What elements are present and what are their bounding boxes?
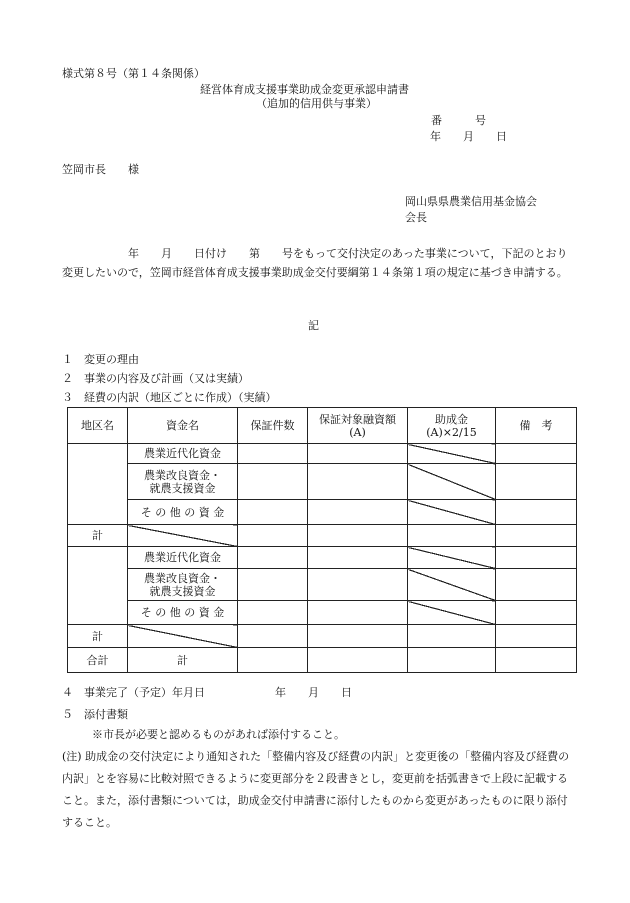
date-line: 年 月 日 bbox=[430, 130, 507, 143]
count-cell bbox=[238, 648, 308, 673]
district-cell bbox=[68, 547, 128, 625]
form-number: 様式第８号（第１４条関係） bbox=[62, 67, 205, 80]
amount-cell bbox=[308, 569, 408, 601]
remarks-cell bbox=[496, 625, 577, 648]
fund-name-cell: そ の 他 の 資 金 bbox=[128, 500, 238, 525]
table-row bbox=[68, 464, 577, 500]
amount-cell bbox=[308, 444, 408, 464]
grant-cell-diagonal bbox=[408, 444, 496, 464]
subtotal-row bbox=[68, 625, 577, 648]
subtotal-row bbox=[68, 525, 577, 547]
total-sub-label: 計 bbox=[128, 648, 238, 673]
header-grant bbox=[408, 408, 496, 444]
item-2: ２ 事業の内容及び計画（又は実績） bbox=[62, 372, 249, 385]
remarks-cell bbox=[496, 525, 577, 547]
document-subtitle: （追加的信用供与事業） bbox=[256, 97, 377, 110]
amount-cell bbox=[308, 648, 408, 673]
header-district: 地区名 bbox=[68, 408, 128, 444]
remarks-cell bbox=[496, 569, 577, 601]
applicant-org: 岡山県県農業信用基金協会 bbox=[405, 195, 537, 208]
document-title: 経営体育成支援事業助成金変更承認申請書 bbox=[200, 83, 409, 96]
grant-cell-diagonal bbox=[408, 601, 496, 625]
remarks-cell bbox=[496, 547, 577, 569]
header-remarks: 備 考 bbox=[496, 408, 577, 444]
grant-cell-diagonal bbox=[408, 464, 496, 500]
count-cell bbox=[238, 444, 308, 464]
amount-cell bbox=[308, 464, 408, 500]
fund-cell-diagonal bbox=[128, 525, 238, 547]
count-cell bbox=[238, 525, 308, 547]
remarks-cell bbox=[496, 648, 577, 673]
header-fund: 資金名 bbox=[128, 408, 238, 444]
grant-cell-diagonal bbox=[408, 547, 496, 569]
grant-cell bbox=[408, 525, 496, 547]
addressee: 笠岡市長 様 bbox=[62, 163, 139, 176]
footnote: (注) 助成金の交付決定により通知された「整備内容及び経費の内訳」と変更後の「整備内容及び経費の内訳」とを容易に比較対照できるように変更部分を２段書きとし，変更前を括弧書きで上段に記載すること。また，添付書類については，助成金交付申請書に添付したものから変更があったものに限り添付すること。 bbox=[62, 750, 570, 829]
grant-cell bbox=[408, 625, 496, 648]
district-cell bbox=[68, 444, 128, 525]
fund-cell-diagonal bbox=[128, 625, 238, 648]
item-3: ３ 経費の内訳（地区ごとに作成）（実績） bbox=[62, 391, 277, 404]
applicant-role: 会長 bbox=[405, 211, 427, 224]
subtotal-label: 計 bbox=[68, 625, 128, 648]
item-5-note: ※市長が必要と認めるものがあれば添付すること。 bbox=[92, 728, 345, 741]
subtotal-label: 計 bbox=[68, 525, 128, 547]
amount-cell bbox=[308, 525, 408, 547]
item-1: １ 変更の理由 bbox=[62, 353, 139, 366]
count-cell bbox=[238, 464, 308, 500]
fund-name-cell bbox=[128, 569, 238, 601]
remarks-cell bbox=[496, 444, 577, 464]
count-cell bbox=[238, 625, 308, 648]
table-row bbox=[68, 601, 577, 625]
header-amount bbox=[308, 408, 408, 444]
amount-cell bbox=[308, 547, 408, 569]
total-label: 合計 bbox=[68, 648, 128, 673]
count-cell bbox=[238, 569, 308, 601]
item-4-date: 年 月 日 bbox=[275, 686, 352, 699]
number-line: 番 号 bbox=[431, 114, 486, 127]
table-row bbox=[68, 547, 577, 569]
header-grant-label: 助成金 bbox=[435, 412, 468, 426]
amount-cell bbox=[308, 601, 408, 625]
header-amount-sub: (A) bbox=[349, 425, 366, 439]
fund-name-line1: 農業改良資金・ bbox=[144, 468, 221, 482]
table-row bbox=[68, 444, 577, 464]
amount-cell bbox=[308, 625, 408, 648]
header-amount-label: 保証対象融資額 bbox=[319, 412, 396, 426]
amount-cell bbox=[308, 500, 408, 525]
item-5: ５ 添付書類 bbox=[62, 708, 128, 721]
fund-name-line2: 就農支援資金 bbox=[149, 584, 216, 598]
table-header-row bbox=[68, 408, 577, 444]
ki-label: 記 bbox=[308, 319, 319, 332]
table-row bbox=[68, 569, 577, 601]
fund-name-cell: そ の 他 の 資 金 bbox=[128, 601, 238, 625]
body-text: 年 月 日付け 第 号をもって交付決定のあった事業について，下記のとおり変更したいので，笠岡市経営体育成支援事業助成金交付要綱第１４条第１項の規定に基づき申請する。 bbox=[62, 247, 568, 279]
expense-table bbox=[67, 407, 577, 673]
count-cell bbox=[238, 601, 308, 625]
fund-name-line1: 農業改良資金・ bbox=[144, 571, 221, 585]
remarks-cell bbox=[496, 464, 577, 500]
fund-name-cell: 農業近代化資金 bbox=[128, 547, 238, 569]
grant-cell bbox=[408, 648, 496, 673]
grant-cell-diagonal bbox=[408, 500, 496, 525]
fund-name-line2: 就農支援資金 bbox=[149, 481, 216, 495]
table-row bbox=[68, 500, 577, 525]
header-grant-sub: (A)×2/15 bbox=[426, 425, 477, 439]
total-row bbox=[68, 648, 577, 673]
item-4: ４ 事業完了（予定）年月日 bbox=[62, 686, 205, 699]
count-cell bbox=[238, 547, 308, 569]
header-count: 保証件数 bbox=[238, 408, 308, 444]
fund-name-cell bbox=[128, 464, 238, 500]
remarks-cell bbox=[496, 500, 577, 525]
fund-name-cell: 農業近代化資金 bbox=[128, 444, 238, 464]
grant-cell-diagonal bbox=[408, 569, 496, 601]
count-cell bbox=[238, 500, 308, 525]
remarks-cell bbox=[496, 601, 577, 625]
